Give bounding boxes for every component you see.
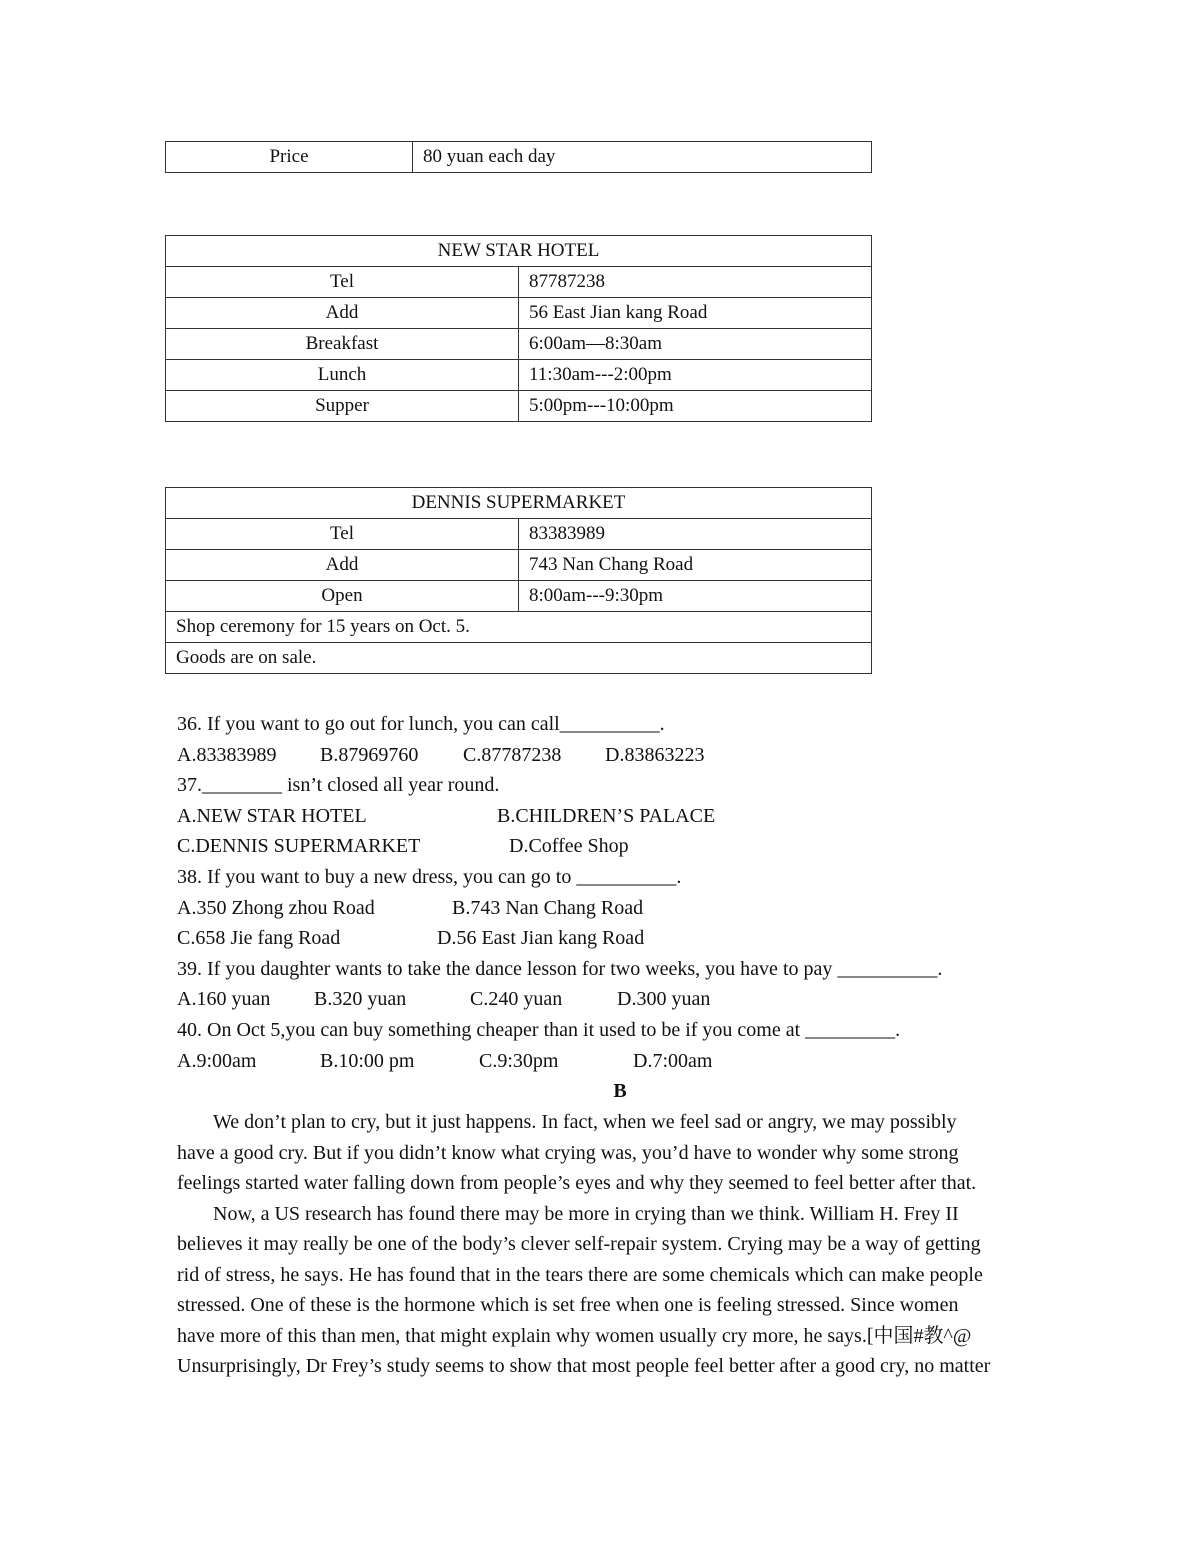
q39-option-a: A.160 yuan <box>177 988 271 1010</box>
hotel-key: Breakfast <box>166 329 519 360</box>
question-37-stem: 37.________ isn’t closed all year round. <box>177 774 500 796</box>
market-key: Tel <box>166 519 519 550</box>
hotel-title: NEW STAR HOTEL <box>166 236 872 267</box>
market-value: 8:00am---9:30pm <box>519 581 872 612</box>
hotel-value: 5:00pm---10:00pm <box>519 391 872 422</box>
question-36-stem: 36. If you want to go out for lunch, you can call__________. <box>177 713 665 735</box>
market-note: Goods are on sale. <box>166 643 872 674</box>
supermarket-table <box>165 487 872 674</box>
question-39-stem: 39. If you daughter wants to take the dance lesson for two weeks, you have to pay __________. <box>177 958 943 980</box>
hotel-key: Lunch <box>166 360 519 391</box>
market-title: DENNIS SUPERMARKET <box>166 488 872 519</box>
q39-option-b: B.320 yuan <box>314 988 407 1010</box>
q39-option-d: D.300 yuan <box>617 988 711 1010</box>
passage-line: feelings started water falling down from people’s eyes and why they seemed to feel better after that. <box>177 1172 977 1194</box>
market-value: 743 Nan Chang Road <box>519 550 872 581</box>
price-value: 80 yuan each day <box>413 142 872 173</box>
q36-option-b: B.87969760 <box>320 744 419 766</box>
q36-option-c: C.87787238 <box>463 744 562 766</box>
q40-option-c: C.9:30pm <box>479 1050 559 1072</box>
hotel-key: Add <box>166 298 519 329</box>
table-row <box>166 391 872 422</box>
passage-line: have more of this than men, that might explain why women usually cry more, he says.[中国#教^@ <box>177 1325 972 1347</box>
market-key: Add <box>166 550 519 581</box>
passage-line: Unsurprisingly, Dr Frey’s study seems to show that most people feel better after a good cry, no matter <box>177 1355 991 1377</box>
passage-line: have a good cry. But if you didn’t know what crying was, you’d have to wonder why some strong <box>177 1142 959 1164</box>
table-row <box>166 298 872 329</box>
question-40-stem: 40. On Oct 5,you can buy something cheaper than it used to be if you come at _________. <box>177 1019 901 1041</box>
passage-line: believes it may really be one of the body’s clever self-repair system. Crying may be a way of getting <box>177 1233 981 1255</box>
hotel-value: 56 East Jian kang Road <box>519 298 872 329</box>
q36-option-a: A.83383989 <box>177 744 277 766</box>
q39-option-c: C.240 yuan <box>470 988 563 1010</box>
hotel-key: Tel <box>166 267 519 298</box>
q37-option-d: D.Coffee Shop <box>509 835 629 857</box>
market-value: 83383989 <box>519 519 872 550</box>
table-row <box>166 267 872 298</box>
question-38-stem: 38. If you want to buy a new dress, you can go to __________. <box>177 866 682 888</box>
table-row <box>166 360 872 391</box>
q40-option-d: D.7:00am <box>633 1050 713 1072</box>
q40-option-b: B.10:00 pm <box>320 1050 415 1072</box>
table-header-row <box>166 488 872 519</box>
market-note: Shop ceremony for 15 years on Oct. 5. <box>166 612 872 643</box>
hotel-value: 87787238 <box>519 267 872 298</box>
q38-option-c: C.658 Jie fang Road <box>177 927 341 949</box>
price-label: Price <box>166 142 413 173</box>
passage-line: Now, a US research has found there may be more in crying than we think. William H. Frey II <box>213 1203 959 1225</box>
hotel-table <box>165 235 872 422</box>
q37-option-b: B.CHILDREN’S PALACE <box>497 805 716 827</box>
price-table <box>165 141 872 173</box>
q36-option-d: D.83863223 <box>605 744 705 766</box>
passage-line: We don’t plan to cry, but it just happens. In fact, when we feel sad or angry, we may possibly <box>213 1111 957 1133</box>
table-row <box>166 643 872 674</box>
passage-line: rid of stress, he says. He has found that in the tears there are some chemicals which can make people <box>177 1264 983 1286</box>
q38-option-d: D.56 East Jian kang Road <box>437 927 645 949</box>
table-row <box>166 581 872 612</box>
table-row <box>166 329 872 360</box>
table-row <box>166 612 872 643</box>
q38-option-b: B.743 Nan Chang Road <box>452 897 644 919</box>
table-row <box>166 142 872 173</box>
table-header-row <box>166 236 872 267</box>
q38-option-a: A.350 Zhong zhou Road <box>177 897 375 919</box>
hotel-value: 6:00am—8:30am <box>519 329 872 360</box>
hotel-value: 11:30am---2:00pm <box>519 360 872 391</box>
market-key: Open <box>166 581 519 612</box>
q40-option-a: A.9:00am <box>177 1050 257 1072</box>
hotel-key: Supper <box>166 391 519 422</box>
table-row <box>166 550 872 581</box>
section-heading: B <box>613 1080 627 1102</box>
table-row <box>166 519 872 550</box>
q37-option-c: C.DENNIS SUPERMARKET <box>177 835 421 857</box>
q37-option-a: A.NEW STAR HOTEL <box>177 805 367 827</box>
passage-line: stressed. One of these is the hormone which is set free when one is feeling stressed. Since women <box>177 1294 959 1316</box>
